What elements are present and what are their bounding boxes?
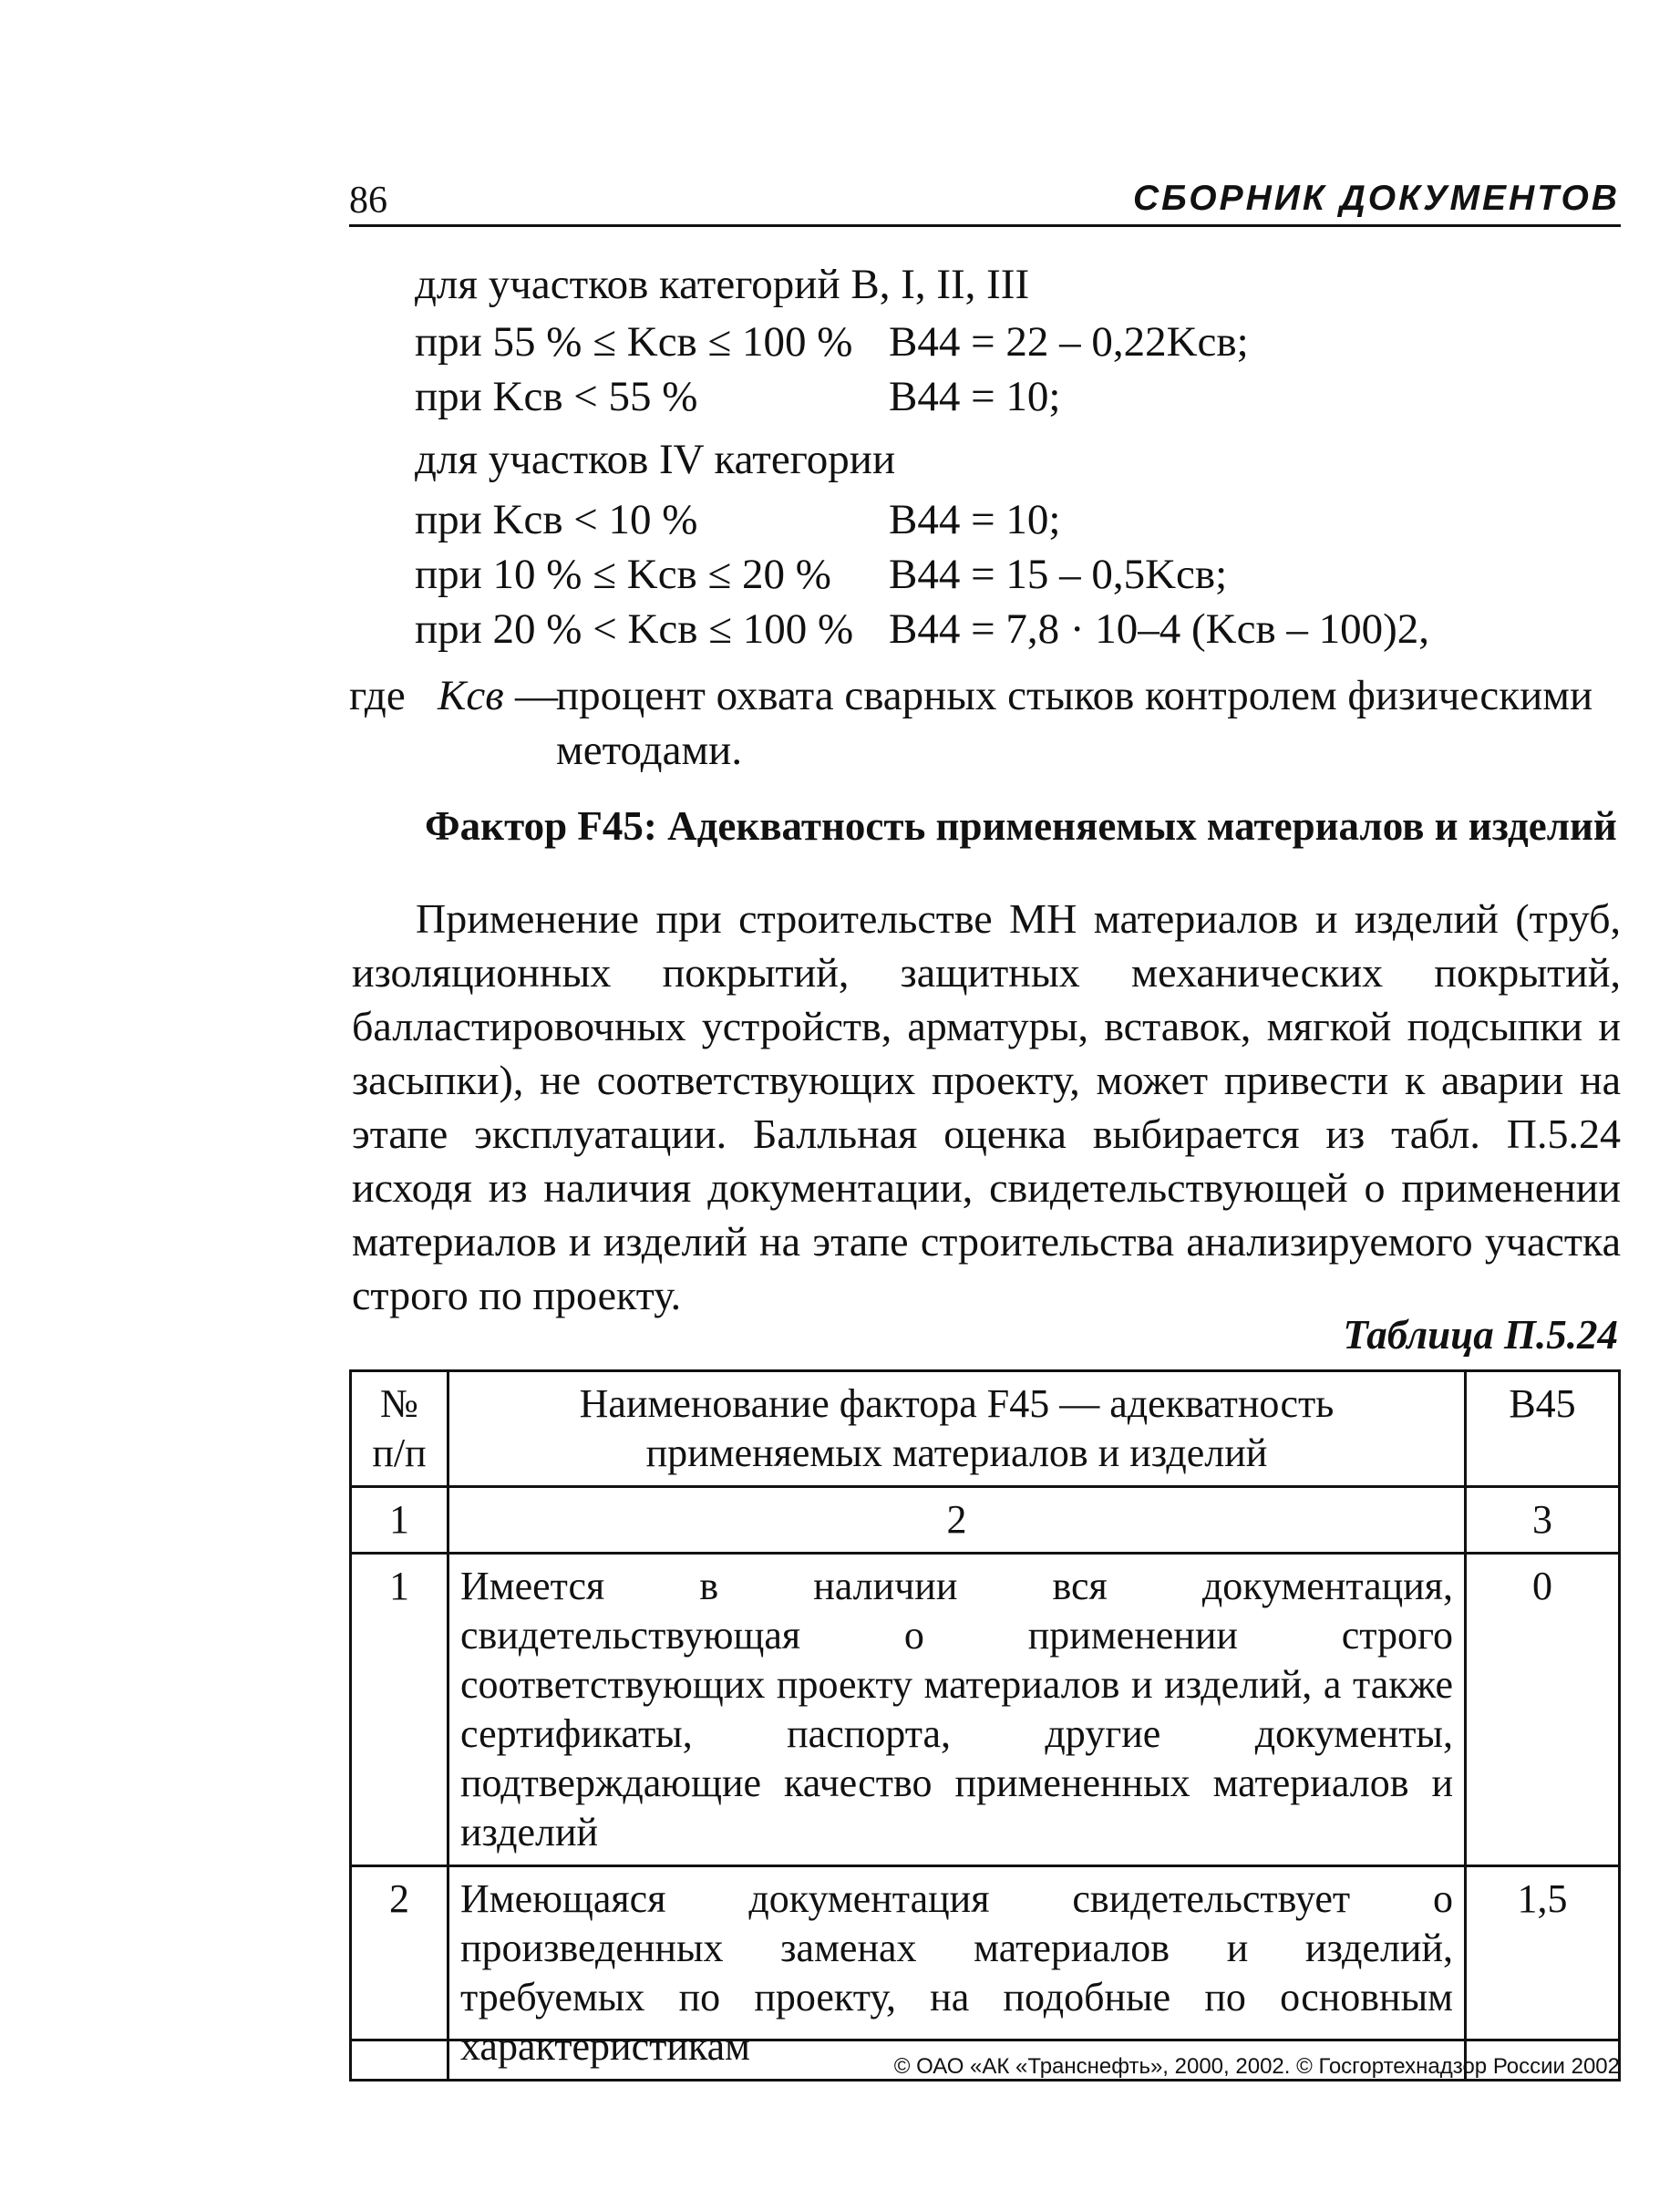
formula-equation: B44 = 15 – 0,5Kсв; [889, 551, 1228, 598]
category-iv-heading: для участков IV категории [415, 436, 896, 483]
formula-condition: при 20 % < Kсв ≤ 100 % [415, 605, 854, 653]
column-number: 2 [448, 1487, 1466, 1554]
factor-table [349, 1369, 1621, 2082]
row-score: 1,5 [1466, 1866, 1620, 2081]
footer-rule [349, 2039, 1621, 2041]
where-definition-continued: методами. [556, 727, 743, 774]
row-number: 1 [351, 1554, 448, 1866]
formula-condition: при 10 % ≤ Kсв ≤ 20 % [415, 551, 831, 598]
column-number: 1 [351, 1487, 448, 1554]
collection-title: СБОРНИК ДОКУМЕНТОВ [1133, 179, 1620, 218]
row-score: 0 [1466, 1554, 1620, 1866]
formula-equation: B44 = 7,8 · 10–4 (Kсв – 100)2, [889, 605, 1430, 653]
formula-equation: B44 = 22 – 0,22Kсв; [889, 318, 1249, 366]
header-cell-name: Наименование фактора F45 — адекватность применяемых материалов и изделий [448, 1371, 1466, 1487]
where-symbol: Kсв [438, 672, 504, 719]
table-row [351, 1554, 1620, 1866]
table-row [351, 1866, 1620, 2081]
formula-condition: при Kсв < 10 % [415, 496, 698, 543]
row-number: 2 [351, 1866, 448, 2081]
body-paragraph [352, 892, 1621, 1322]
header-cell-score: B45 [1466, 1371, 1620, 1487]
header-cell-number: № п/п [351, 1371, 448, 1487]
formula-condition: при 55 % ≤ Kсв ≤ 100 % [415, 318, 853, 366]
table-caption: Таблица П.5.24 [1343, 1312, 1618, 1358]
formula-equation: B44 = 10; [889, 496, 1061, 543]
body-paragraph-text: Применение при строительстве МН материалов и изделий (труб, изоляционных покрытий, защитных механических покрытий, балластировочных устройств, арматуры, вставок, мягкой подсыпки и засыпки), не соответствующих проекту, может привести к аварии на этапе эксплуатации. Балльная оценка выбирается из табл. П.5.24 исходя из наличия документации, свидетельствующей о применении материалов и изделий на этапе строительства анализируемого участка строго по проекту. [352, 895, 1621, 1318]
column-number: 3 [1466, 1487, 1620, 1554]
row-text: Имеющаяся документация свидетельствует о произведенных заменах материалов и изделий, требуемых по проекту, на подобные по основным характеристикам [448, 1866, 1466, 2081]
category-b-heading: для участков категорий B, I, II, III [415, 261, 1030, 308]
table-column-numbers-row [351, 1487, 1620, 1554]
footer-copyright: © ОАО «АК «Транснефть», 2000, 2002. © Госгортехнадзор России 2002 [893, 2054, 1620, 2079]
formula-equation: B44 = 10; [889, 373, 1061, 420]
formula-condition: при Kсв < 55 % [415, 373, 698, 420]
row-text: Имеется в наличии вся документация, свидетельствующая о применении строго соответствующих проекту материалов и изделий, а также сертификаты, паспорта, другие документы, подтверждающие качество примененных материалов и изделий [448, 1554, 1466, 1866]
section-heading: Фактор F45: Адекватность применяемых материалов и изделий [425, 803, 1617, 849]
where-dash: — [515, 672, 558, 719]
where-definition: процент охвата сварных стыков контролем физическими [556, 672, 1593, 719]
where-prefix: где [349, 672, 406, 719]
page-number: 86 [349, 180, 387, 222]
table-header-row [351, 1371, 1620, 1487]
header-rule [349, 224, 1621, 227]
